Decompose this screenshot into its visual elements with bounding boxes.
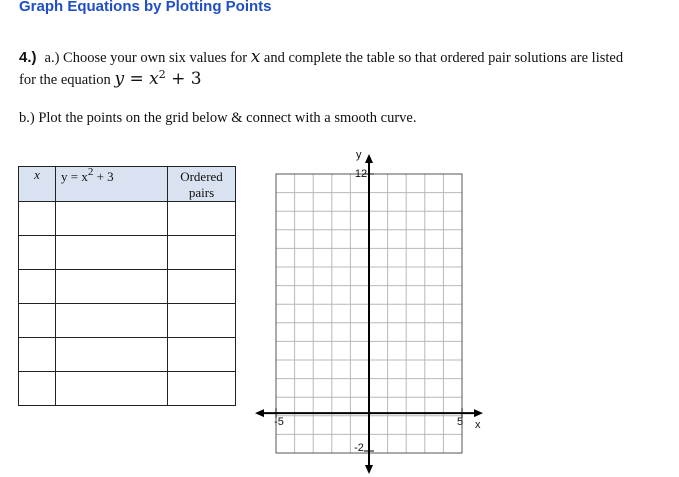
header-x: x: [19, 167, 56, 202]
part-a-text-continued: and complete the table so that ordered pair solutions are listed: [263, 50, 624, 66]
equation-rhs: + 3: [165, 69, 202, 89]
x-axis-arrow-right: [474, 409, 483, 417]
y-min-label: -2: [354, 442, 364, 454]
equation-prefix: for the equation: [19, 72, 111, 88]
y-max-label: 12: [354, 168, 368, 180]
x-axis-arrow-left: [255, 409, 264, 417]
question-part-b: b.) Plot the points on the grid below & connect with a smooth curve.: [19, 110, 417, 126]
x-axis-label: x: [475, 419, 481, 432]
x-max-label: 5: [456, 416, 464, 429]
axes: [255, 154, 483, 474]
worksheet-title: Graph Equations by Plotting Points: [19, 0, 272, 15]
equation-exponent: 2: [158, 68, 166, 81]
header-eq-exponent: 2: [87, 166, 94, 178]
x-min-label: -5: [274, 416, 284, 429]
equation-lhs: y = x: [114, 69, 159, 89]
header-pairs-line1: Ordered: [180, 169, 223, 184]
header-eq-tail: + 3: [93, 169, 114, 184]
y-axis-arrow-up: [365, 154, 373, 163]
y-axis-label: y: [356, 149, 362, 161]
header-eq-base: y = x: [61, 169, 88, 184]
variable-x: x: [250, 47, 261, 67]
question-number: 4.): [19, 49, 37, 66]
header-pairs-line2: pairs: [188, 185, 215, 200]
part-a-text: a.) Choose your own six values for: [44, 50, 248, 66]
y-axis-arrow-down: [365, 465, 373, 474]
